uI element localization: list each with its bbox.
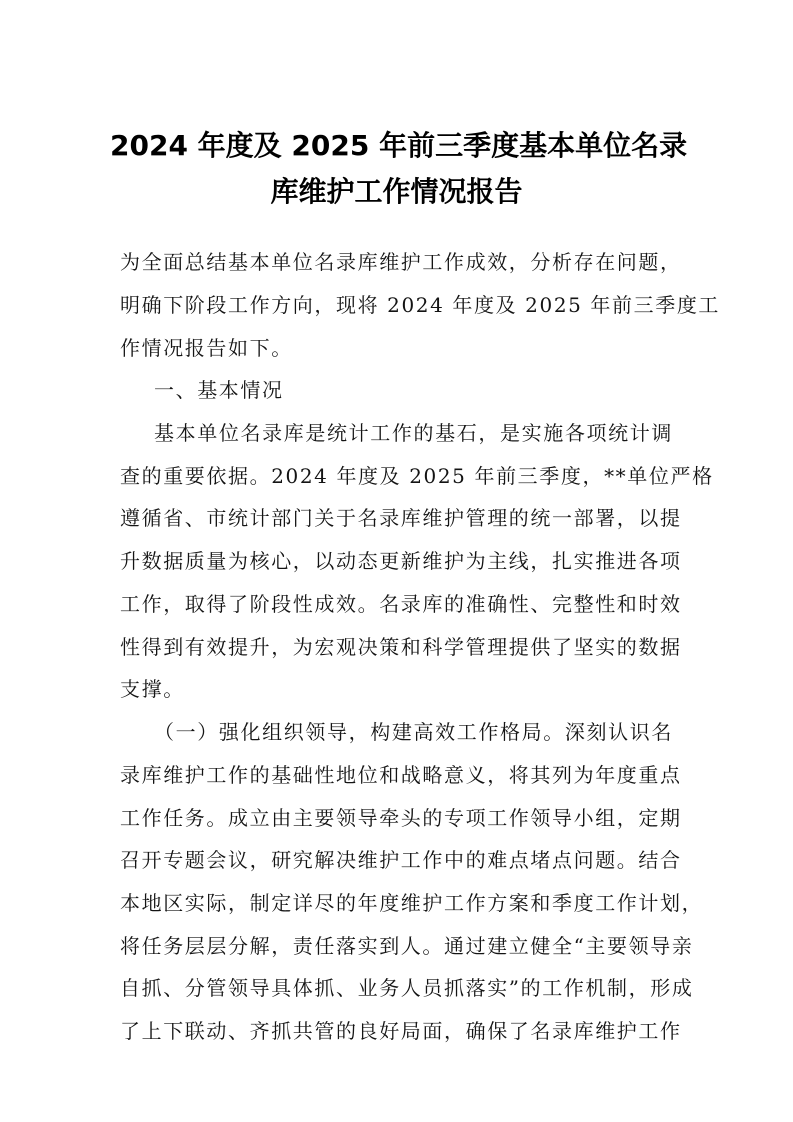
paragraph-line: 工作任务。成立由主要领导牵头的专项工作领导小组，定期 [120,806,682,830]
paragraph-line: 基本单位名录库是统计工作的基石，是实施各项统计调 [154,421,673,445]
paragraph-line: 查的重要依据。2024 年度及 2025 年前三季度，**单位严格 [120,464,714,488]
paragraph-line: 明确下阶段工作方向，现将 2024 年度及 2025 年前三季度工 [120,293,721,317]
document-title-line-1: 2024 年度及 2025 年前三季度基本单位名录 [110,129,688,162]
subsection-paragraph-line: （一）强化组织领导，构建高效工作格局。深刻认识名 [154,720,673,744]
paragraph-line: 了上下联动、齐抓共管的良好局面，确保了名录库维护工作 [120,1019,682,1043]
paragraph-line: 遵循省、市统计部门关于名录库维护管理的统一部署，以提 [120,506,682,530]
paragraph-line: 自抓、分管领导具体抓、业务人员抓落实”的工作机制，形成 [120,976,694,1000]
paragraph-line: 将任务层层分解，责任落实到人。通过建立健全“主要领导亲 [120,934,694,958]
section-heading: 一、基本情况 [154,378,284,402]
paragraph-line: 升数据质量为核心，以动态更新维护为主线，扎实推进各项 [120,549,682,573]
paragraph-line: 召开专题会议，研究解决维护工作中的难点堵点问题。结合 [120,848,682,872]
paragraph-line: 作情况报告如下。 [120,336,293,360]
document-title-line-2: 库维护工作情况报告 [270,175,523,208]
paragraph-line: 工作，取得了阶段性成效。名录库的准确性、完整性和时效 [120,592,682,616]
paragraph-line: 性得到有效提升，为宏观决策和科学管理提供了坚实的数据 [120,635,682,659]
paragraph-line: 录库维护工作的基础性地位和战略意义，将其列为年度重点 [120,763,682,787]
paragraph-line: 为全面总结基本单位名录库维护工作成效，分析存在问题， [120,250,682,274]
paragraph-line: 本地区实际，制定详尽的年度维护工作方案和季度工作计划， [120,891,704,915]
paragraph-line: 支撑。 [120,677,185,701]
